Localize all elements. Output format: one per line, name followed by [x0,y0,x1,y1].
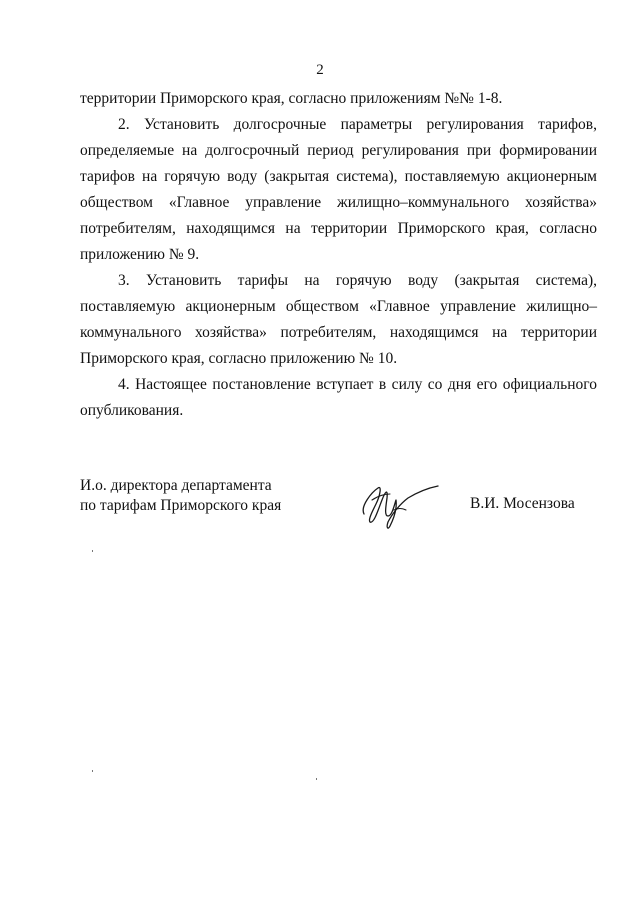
document-body [80,86,597,424]
signatory-position [80,476,281,516]
paragraph-item-3: 3. Установить тарифы на горячую воду (закрытая система), поставляемую акционерным обществом «Главное управление жилищно–коммунального хозяйства» потребителям, находящимся на территории Приморского края, согласно приложению № 10. [80,272,597,367]
paragraph-continuation: территории Приморского края, согласно приложениям №№ 1-8. [80,90,503,107]
signatory-name: В.И. Мосензова [470,495,575,512]
position-line-2: по тарифам Приморского края [80,497,282,514]
page-number: 2 [316,62,324,78]
scan-speck [316,778,317,780]
handwritten-signature [350,470,440,530]
scan-speck [92,550,93,552]
scan-speck [92,770,93,772]
paragraph-item-2: 2. Установить долгосрочные параметры регулирования тарифов, определяемые на долгосрочный период регулирования при формировании тарифов на горячую воду (закрытая система), поставляемую акционерным обществом «Главное управление жилищно–коммунального хозяйства» потребителям, находящимся на территории Приморского края, согласно приложению № 9. [80,116,597,263]
paragraph-item-4: 4. Настоящее постановление вступает в силу со дня его официального опубликования. [80,376,597,419]
position-line-1: И.о. директора департамента [80,477,272,494]
